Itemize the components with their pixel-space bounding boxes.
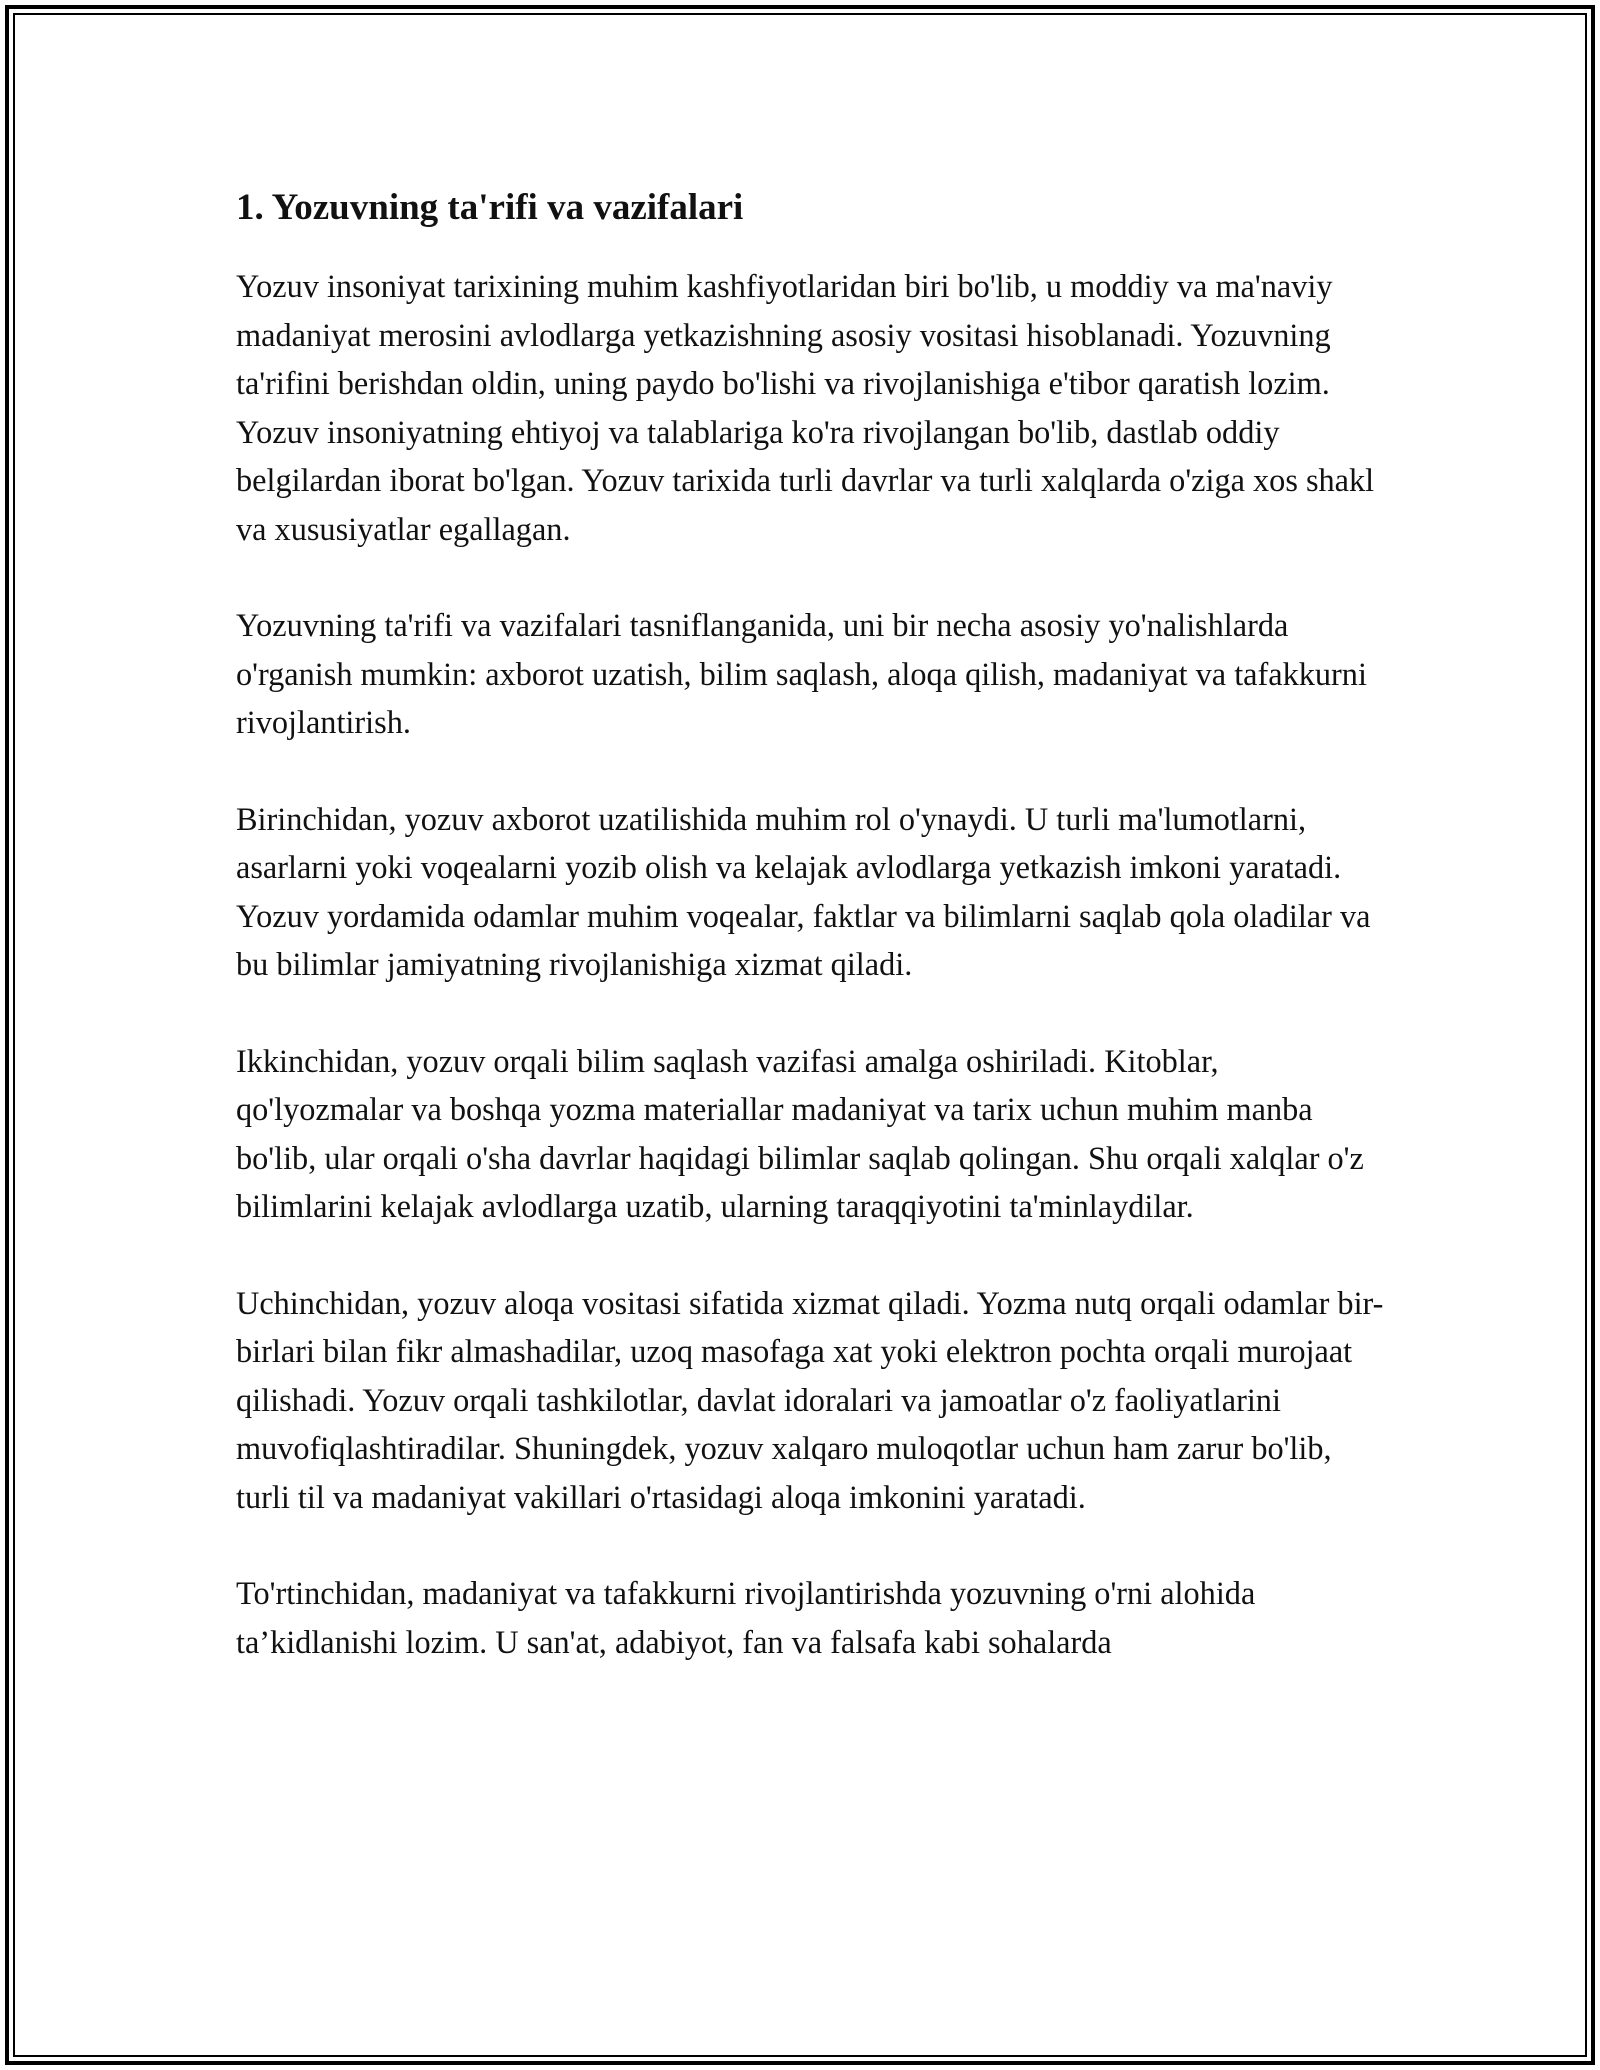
paragraph-classification: Yozuvning ta'rifi va vazifalari tasniflanganida, uni bir necha asosiy yo'nalishlarda o'rganish mumkin: axborot uzatish, bilim saqlash, aloqa qilish, madaniyat va tafakkurni rivojlantirish. <box>236 607 1367 740</box>
document-body <box>236 184 1386 1666</box>
section-heading: 1. Yozuvning ta'rifi va vazifalari <box>236 187 744 228</box>
paragraph-intro: Yozuv insoniyat tarixining muhim kashfiyotlaridan biri bo'lib, u moddiy va ma'naviy madaniyat merosini avlodlarga yetkazishning asosiy vositasi hisoblanadi. Yozuvning ta'rifini berishdan oldin, uning paydo bo'lishi va rivojlanishiga e'tibor qaratish lozim. Yozuv insoniyatning ehtiyoj va talablariga ko'ra rivojlangan bo'lib, dastlab oddiy belgilardan iborat bo'lgan. Yozuv tarixida turli davrlar va turli xalqlarda o'ziga xos shakl va xususiyatlar egallagan. <box>236 268 1375 547</box>
paragraph-fourth-function: To'rtinchidan, madaniyat va tafakkurni rivojlantirishda yozuvning o'rni alohida ta’kidlanishi lozim. U san'at, adabiyot, fan va falsafa kabi sohalarda <box>236 1575 1256 1660</box>
paragraph-first-function: Birinchidan, yozuv axborot uzatilishida muhim rol o'ynaydi. U turli ma'lumotlarni, asarlarni yoki voqealarni yozib olish va kelajak avlodlarga yetkazish imkoni yaratadi. Yozuv yordamida odamlar muhim voqealar, faktlar va bilimlarni saqlab qola oladilar va bu bilimlar jamiyatning rivojlanishiga xizmat qiladi. <box>236 800 1371 982</box>
paragraph-second-function: Ikkinchidan, yozuv orqali bilim saqlash vazifasi amalga oshiriladi. Kitoblar, qo'lyozmalar va boshqa yozma materiallar madaniyat va tarix uchun muhim manba bo'lib, ular orqali o'sha davrlar haqidagi bilimlar saqlab qolingan. Shu orqali xalqlar o'z bilimlarini kelajak avlodlarga uzatib, ularning taraqqiyotini ta'minlaydilar. <box>236 1042 1364 1224</box>
paragraph-third-function: Uchinchidan, yozuv aloqa vositasi sifatida xizmat qiladi. Yozma nutq orqali odamlar bir-birlari bilan fikr almashadilar, uzoq masofaga xat yoki elektron pochta orqali murojaat qilishadi. Yozuv orqali tashkilotlar, davlat idoralari va jamoatlar o'z faoliyatlarini muvofiqlashtiradilar. Shuningdek, yozuv xalqaro muloqotlar uchun ham zarur bo'lib, turli til va madaniyat vakillari o'rtasidagi aloqa imkonini yaratadi. <box>236 1284 1384 1515</box>
